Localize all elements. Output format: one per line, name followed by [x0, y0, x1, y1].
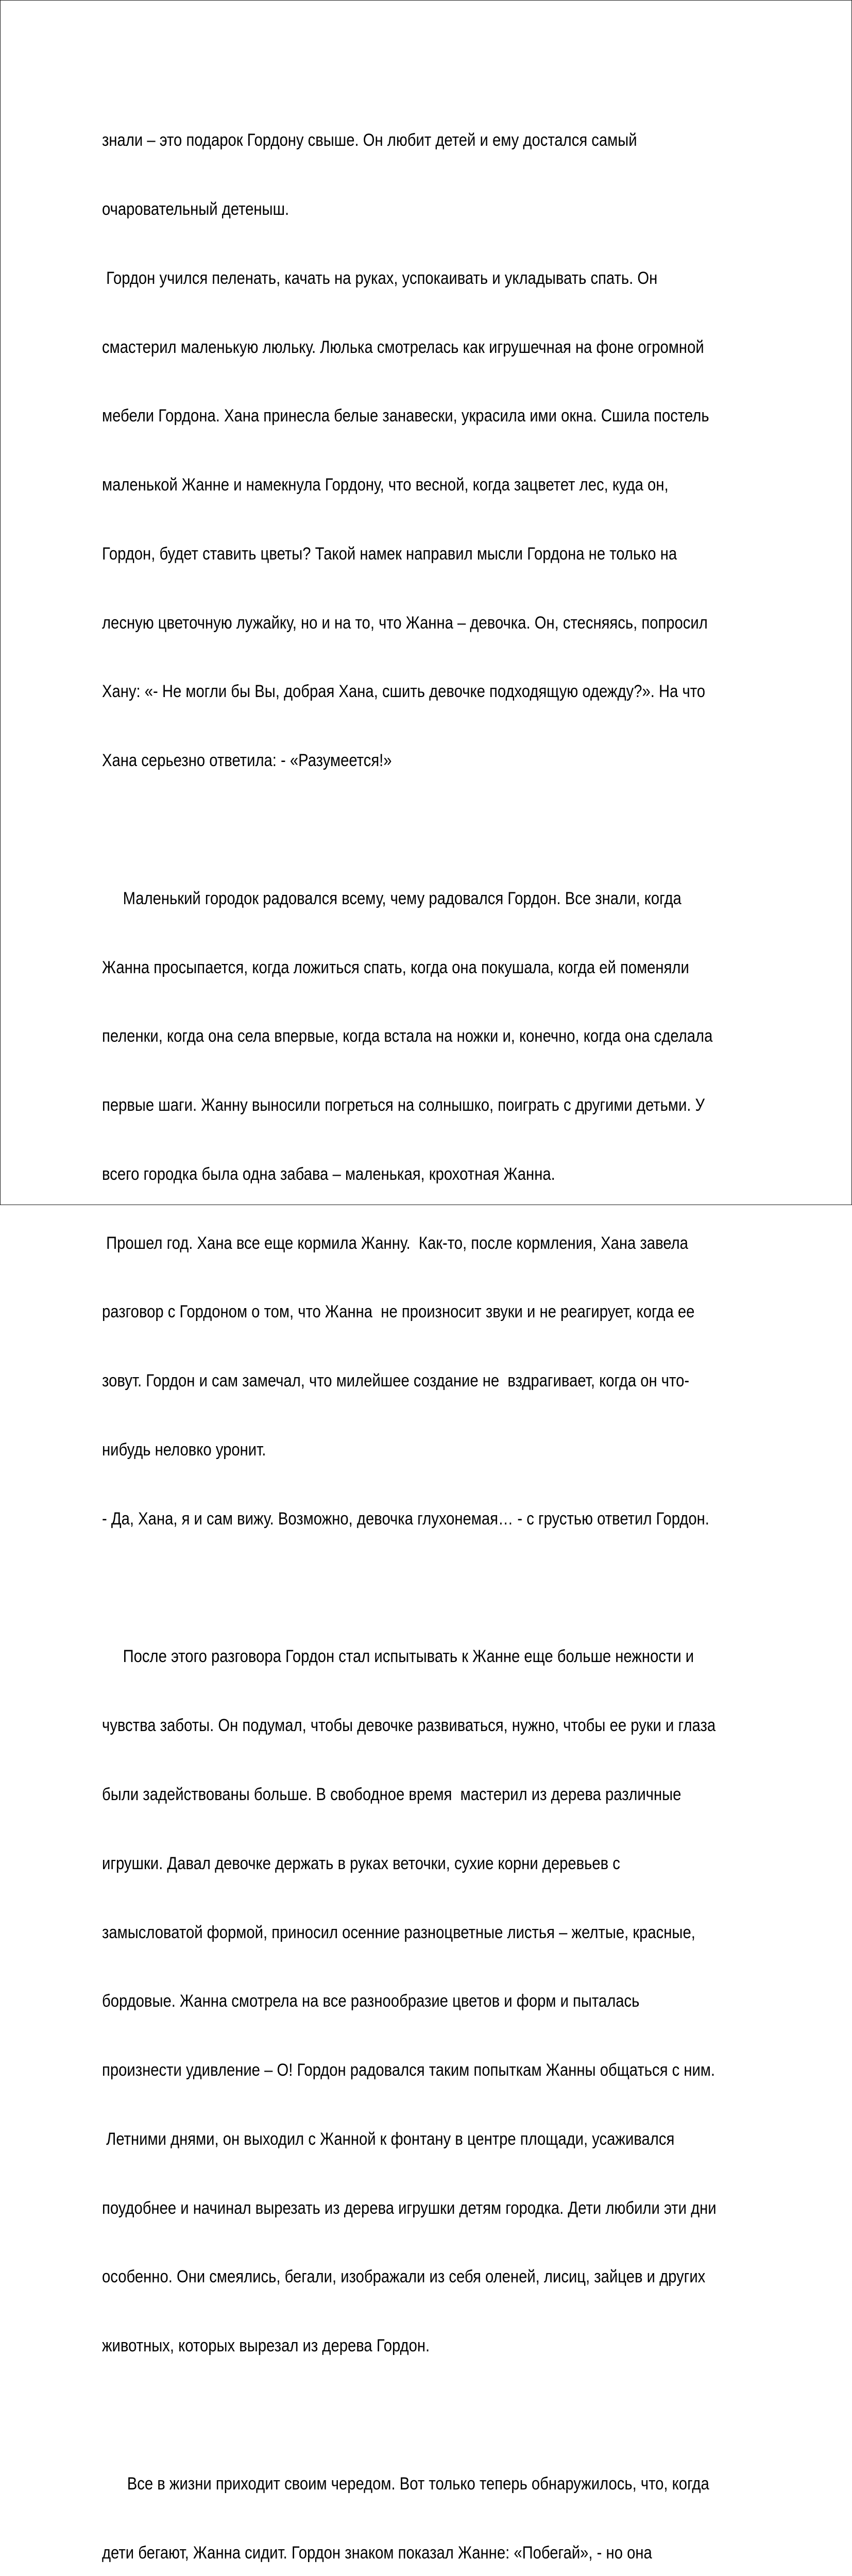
text-line: разговор с Гордоном о том, что Жанна не произносит звуки и не реагирует, когда ее: [102, 1302, 695, 1322]
text-line: очаровательный детеныш.: [102, 199, 289, 219]
text-line: нибудь неловко уронит.: [102, 1440, 266, 1460]
text-line: Все в жизни приходит своим чередом. Вот только теперь обнаружилось, что, когда: [102, 2473, 709, 2494]
text-line: животных, которых вырезал из дерева Гордон.: [102, 2336, 430, 2356]
text-line: особенно. Они смеялись, бегали, изображали из себя оленей, лисиц, зайцев и других: [102, 2267, 706, 2287]
text-line: Летними днями, он выходил с Жанной к фонтану в центре площади, усаживался: [102, 2129, 675, 2149]
text-line: Хана серьезно ответила: - «Разумеется!»: [102, 751, 392, 771]
text-line: произнести удивление – О! Гордон радовался таким попыткам Жанны общаться с ним.: [102, 2060, 715, 2080]
text-line: бордовые. Жанна смотрела на все разнообразие цветов и форм и пыталась: [102, 1991, 640, 2011]
text-line: были задействованы больше. В свободное время мастерил из дерева различные: [102, 1784, 681, 1804]
text-line: пеленки, когда она села впервые, когда встала на ножки и, конечно, когда она сделала: [102, 1026, 713, 1046]
text-line: игрушки. Давал девочке держать в руках веточки, сухие корни деревьев с: [102, 1853, 620, 1873]
text-line: первые шаги. Жанну выносили погреться на солнышко, поиграть с другими детьми. У: [102, 1095, 705, 1115]
text-line: замысловатой формой, приносил осенние разноцветные листья – желтые, красные,: [102, 1922, 695, 1942]
text-line: Маленький городок радовался всему, чему радовался Гордон. Все знали, когда: [102, 888, 681, 908]
text-line: чувства заботы. Он подумал, чтобы девочке развиваться, нужно, чтобы ее руки и глаза: [102, 1716, 716, 1736]
text-line: смастерил маленькую люльку. Люлька смотрелась как игрушечная на фоне огромной: [102, 337, 704, 357]
text-line: После этого разговора Гордон стал испытывать к Жанне еще больше нежности и: [102, 1647, 694, 1667]
body-text: [102, 83, 717, 2576]
text-line: Жанна просыпается, когда ложиться спать, когда она покушала, когда ей поменяли: [102, 957, 689, 977]
text-line: Гордон учился пеленать, качать на руках, успокаивать и укладывать спать. Он: [102, 268, 658, 288]
text-line: знали – это подарок Гордону свыше. Он любит детей и ему достался самый: [102, 130, 637, 150]
text-line: лесную цветочную лужайку, но и на то, что Жанна – девочка. Он, стесняясь, попросил: [102, 613, 708, 633]
paragraph-gap: [102, 818, 691, 841]
text-line: - Да, Хана, я и сам вижу. Возможно, девочка глухонемая… - с грустью ответил Гордон.: [102, 1509, 709, 1529]
text-line: поудобнее и начинал вырезать из дерева игрушки детям городка. Дети любили эти дни: [102, 2198, 717, 2218]
text-line: всего городка была одна забава – маленькая, крохотная Жанна.: [102, 1164, 555, 1184]
text-line: мебели Гордона. Хана принесла белые занавески, украсила ими окна. Сшила постель: [102, 406, 709, 426]
text-line: Гордон, будет ставить цветы? Такой намек направил мысли Гордона не только на: [102, 544, 677, 564]
text-line: зовут. Гордон и сам замечал, что милейшее создание не вздрагивает, когда он что-: [102, 1371, 690, 1391]
paragraph-gap: [102, 1577, 691, 1600]
paragraph-gap: [102, 2403, 691, 2427]
text-line: Прошел год. Хана все еще кормила Жанну. Как-то, после кормления, Хана завела: [102, 1233, 688, 1253]
text-line: Хану: «- Не могли бы Вы, добрая Хана, сшить девочке подходящую одежду?». На что: [102, 682, 706, 702]
text-line: дети бегают, Жанна сидит. Гордон знаком показал Жанне: «Побегай», - но она: [102, 2543, 652, 2563]
text-line: маленькой Жанне и намекнула Гордону, что весной, когда зацветет лес, куда он,: [102, 475, 669, 495]
